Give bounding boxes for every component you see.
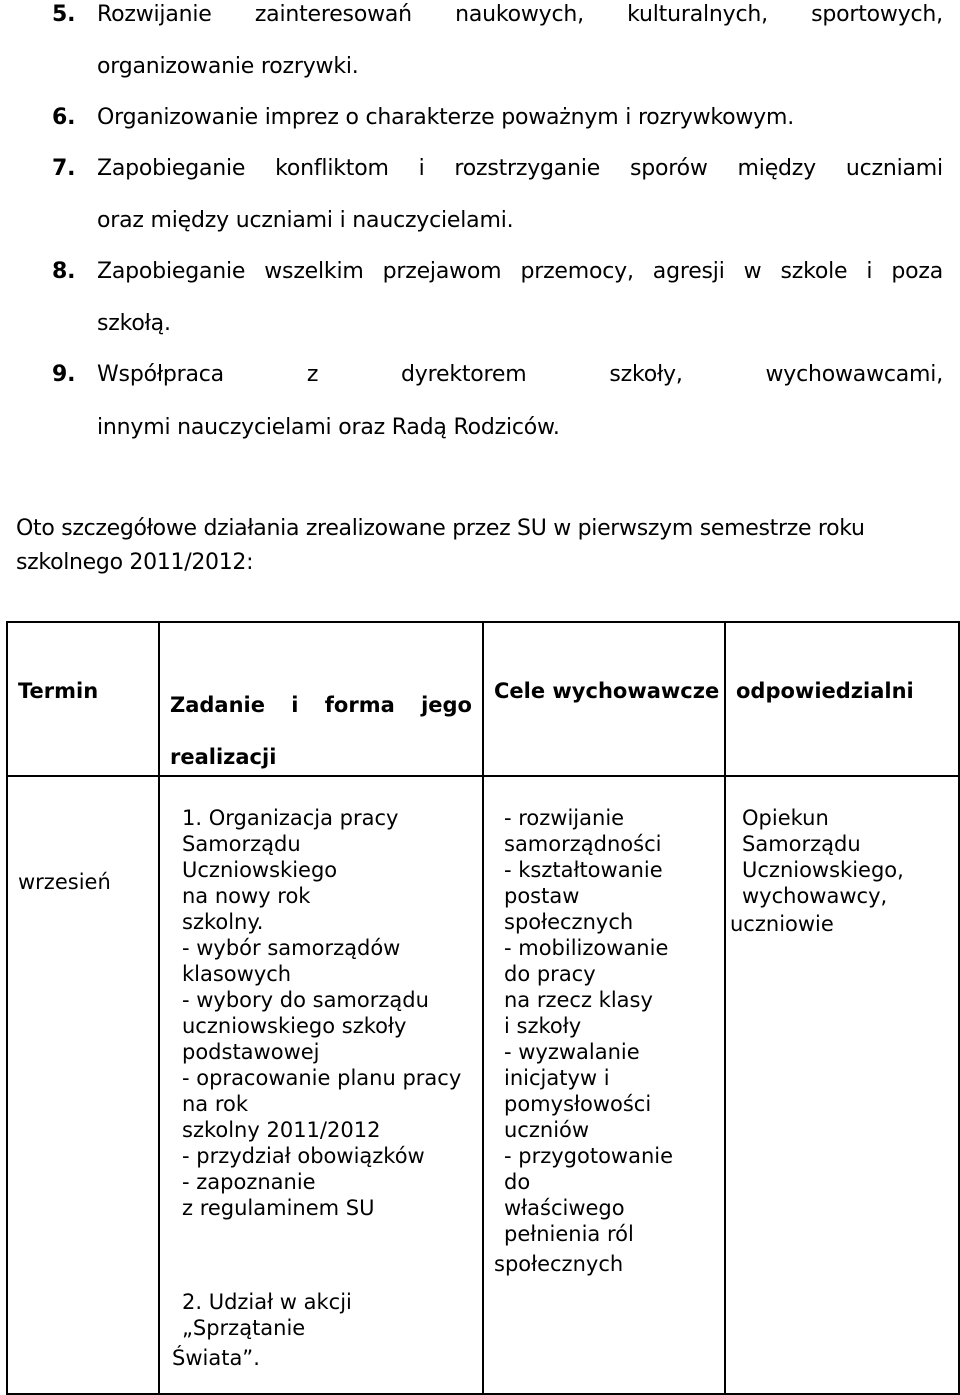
header-odpowiedzialni: [725, 622, 959, 776]
word: Współpraca: [97, 362, 224, 387]
word: rozstrzyganie: [454, 156, 601, 181]
table-header-row: [7, 622, 959, 776]
header-word: Zadanie: [170, 693, 265, 717]
word: konfliktom: [275, 156, 389, 181]
word: Rozwijanie: [97, 2, 212, 27]
list-line: innymi nauczycielami oraz Radą Rodziców.: [97, 415, 560, 440]
goals-list: - rozwijanie samorządności - kształtowanie postaw społecznych - mobilizowanie do pracy na rzecz klasy i szkoły - wyzwalanie inicjatyw i pomysłowości uczniów - przygotowanie do właściwego pełnienia ról: [504, 806, 674, 1246]
header-word: forma: [324, 693, 395, 717]
list-number: 5.: [52, 2, 76, 27]
list-line: [97, 259, 943, 284]
list-line: [97, 156, 943, 181]
responsible-list: Opiekun Samorządu Uczniowskiego, wychowawcy,: [742, 806, 904, 908]
intro-line-2: szkolnego 2011/2012:: [16, 550, 254, 575]
responsible-last: uczniowie: [730, 912, 834, 936]
header-line: [170, 679, 472, 731]
cell-odpowiedzialni: [725, 776, 959, 1394]
cell-content: [8, 777, 158, 1393]
header-word: i: [291, 693, 299, 717]
list-number: 6.: [52, 105, 76, 130]
word: szkole: [780, 259, 848, 284]
cell-content: [726, 777, 958, 1393]
list-line: [97, 362, 943, 387]
list-line: szkołą.: [97, 311, 171, 336]
task-2-end: Świata”.: [172, 1346, 260, 1370]
word: sportowych,: [811, 2, 943, 27]
word: wychowawcami,: [765, 362, 943, 387]
word: Zapobieganie: [97, 259, 246, 284]
activities-table: [6, 621, 960, 1395]
word: i: [418, 156, 425, 181]
cell-content: [484, 777, 724, 1393]
header-line: realizacji: [170, 745, 277, 769]
header-label: [170, 679, 472, 783]
list-line: [97, 2, 943, 27]
word: uczniami: [845, 156, 943, 181]
list-number: 8.: [52, 259, 76, 284]
word: z: [306, 362, 319, 387]
word: zainteresowań: [254, 2, 412, 27]
word: poza: [891, 259, 943, 284]
list-line: organizowanie rozrywki.: [97, 54, 359, 79]
word: naukowych,: [455, 2, 584, 27]
word: i: [866, 259, 873, 284]
word: szkoły,: [609, 362, 683, 387]
word: kulturalnych,: [627, 2, 768, 27]
cell-zadanie: [159, 776, 483, 1394]
table-row: [7, 776, 959, 1394]
list-line: Organizowanie imprez o charakterze poważnym i rozrywkowym.: [97, 105, 795, 130]
intro-line-1: Oto szczegółowe działania zrealizowane przez SU w pierwszym semestrze roku: [16, 516, 865, 541]
list-number: 9.: [52, 362, 76, 387]
header-word: jego: [421, 693, 472, 717]
cell-termin: [7, 776, 159, 1394]
task-2: 2. Udział w akcji „Sprzątanie: [182, 1290, 352, 1340]
word: przejawom: [382, 259, 502, 284]
header-cele: [483, 622, 725, 776]
termin-value: wrzesień: [18, 870, 111, 894]
word: w: [743, 259, 762, 284]
word: między: [737, 156, 816, 181]
word: dyrektorem: [401, 362, 527, 387]
task-1: 1. Organizacja pracy Samorządu Uczniowskiego na nowy rok szkolny. - wybór samorządów klasowych - wybory do samorządu uczniowskiego szkoły podstawowej - opracowanie planu pracy na rok szkolny 2011/2012 - przydział obowiązków - zapoznanie z regulaminem SU: [182, 806, 462, 1220]
header-zadanie: [159, 622, 483, 776]
word: agresji: [652, 259, 725, 284]
header-label: odpowiedzialni: [736, 679, 914, 703]
list-line: oraz między uczniami i nauczycielami.: [97, 208, 514, 233]
cell-content: [160, 777, 482, 1393]
word: sporów: [629, 156, 708, 181]
cell-cele: [483, 776, 725, 1394]
word: Zapobieganie: [97, 156, 246, 181]
header-label: Termin: [18, 679, 99, 703]
header-termin: [7, 622, 159, 776]
list-number: 7.: [52, 156, 76, 181]
word: przemocy,: [520, 259, 634, 284]
header-label: Cele wychowawcze: [494, 679, 720, 703]
word: wszelkim: [264, 259, 364, 284]
goals-last-line: społecznych: [494, 1252, 624, 1276]
